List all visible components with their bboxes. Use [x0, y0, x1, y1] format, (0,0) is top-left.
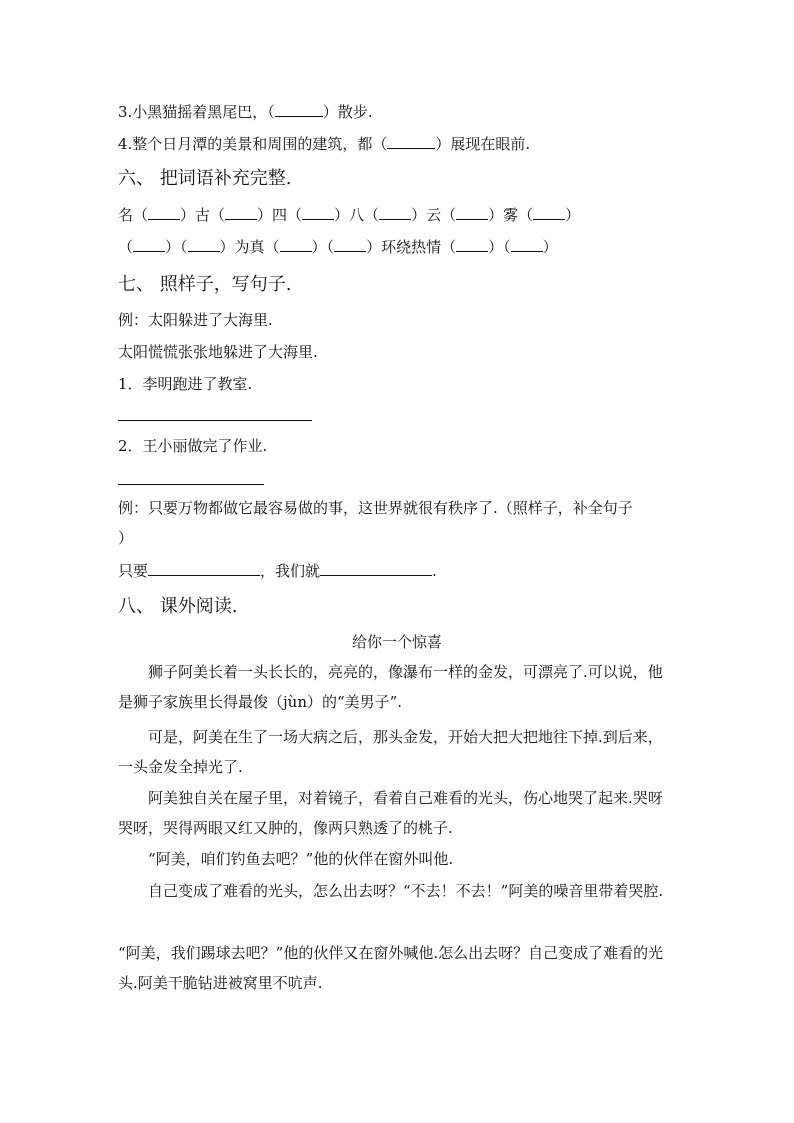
story-paragraph-4: “阿美，咱们钓鱼去吧？”他的伙伴在窗外叫他.	[148, 850, 454, 868]
example-1-line-1: 例：太阳躲进了大海里.	[118, 311, 273, 329]
word-part: （	[118, 238, 134, 256]
story-paragraph-2: 可是，阿美在生了一场大病之后，那头金发，开始大把大把地往下掉.到后来，一头金发全掉光了.	[118, 728, 663, 776]
example-1-line-2: 太阳慌慌张张地躲进了大海里.	[118, 343, 318, 361]
word-blank[interactable]	[133, 237, 165, 252]
word-part: ）（	[165, 238, 188, 256]
word-part: ）环绕热情（	[366, 238, 457, 256]
word-blank[interactable]	[533, 205, 565, 220]
item-1-answer-line[interactable]	[118, 420, 312, 421]
word-part: ）为真（	[219, 238, 280, 256]
word-part: ）	[542, 238, 558, 256]
story-title: 给你一个惊喜	[351, 633, 442, 651]
word-part: ）古（	[180, 206, 226, 224]
word-blank[interactable]	[334, 237, 366, 252]
only-if-b: ，我们就	[260, 562, 321, 580]
section-6-heading: 六、 把词语补充完整.	[118, 168, 292, 189]
word-part: ）（	[488, 238, 511, 256]
story-paragraph-1: 狮子阿美长着一头长长的，亮亮的，像瀑布一样的金发，可漂亮了.可以说，他是狮子家族里长得最俊（jùn）的“美男子”.	[118, 663, 663, 711]
story-paragraph-5: 自己变成了难看的光头，怎么出去呀？“不去！不去！”阿美的噪音里带着哭腔.	[148, 882, 664, 900]
section-8-heading: 八、 课外阅读.	[118, 596, 238, 617]
word-part: ）（	[311, 238, 335, 256]
story-paragraph-3: 阿美独自关在屋子里，对着镜子，看着自己难看的光头，伤心地哭了起来.哭呀哭呀，哭得两眼又红又肿的，像两只熟透了的桃子.	[118, 789, 663, 837]
word-blank[interactable]	[280, 237, 312, 252]
word-blank[interactable]	[456, 205, 488, 220]
q4-text-after: ）展现在眼前.	[435, 135, 531, 153]
word-part: ）	[565, 206, 581, 224]
word-blank[interactable]	[456, 237, 488, 252]
only-if-sentence	[118, 561, 437, 581]
item-2: 2．王小丽做完了作业.	[118, 437, 268, 455]
word-blank[interactable]	[379, 205, 411, 220]
word-row-2	[118, 237, 558, 257]
only-if-blank-1[interactable]	[148, 561, 260, 576]
only-if-c: .	[432, 562, 437, 580]
only-if-blank-2[interactable]	[320, 561, 432, 576]
word-blank[interactable]	[225, 205, 257, 220]
word-part: ）八（	[334, 206, 380, 224]
q4-text-before: 4.整个日月潭的美景和周围的建筑，都（	[118, 135, 388, 153]
question-4	[118, 134, 530, 154]
only-if-a: 只要	[118, 562, 149, 580]
word-part: ）四（	[257, 206, 303, 224]
word-blank[interactable]	[511, 237, 543, 252]
word-part: 名（	[118, 206, 149, 224]
item-2-answer-line[interactable]	[118, 484, 264, 485]
question-3	[118, 102, 373, 122]
word-blank[interactable]	[148, 205, 180, 220]
q3-text-before: 3.小黑猫摇着黑尾巴，（	[118, 103, 275, 121]
section-7-heading: 七、 照样子，写句子.	[118, 274, 292, 295]
word-row-1	[118, 205, 580, 225]
story-paragraph-6: “阿美，我们踢球去吧？”他的伙伴又在窗外喊他.怎么出去呀？自己变成了难看的光头.阿美干脆钻进被窝里不吭声.	[118, 944, 664, 992]
word-blank[interactable]	[188, 237, 220, 252]
word-part: ）云（	[411, 206, 457, 224]
word-blank[interactable]	[302, 205, 334, 220]
q4-blank[interactable]	[387, 134, 435, 149]
example-2-line-2: ）	[118, 529, 134, 547]
item-1: 1．李明跑进了教室.	[118, 375, 253, 393]
example-2-line-1: 例：只要万物都做它最容易做的事，这世界就很有秩序了.（照样子，补全句子	[118, 499, 633, 517]
q3-blank[interactable]	[275, 102, 323, 117]
q3-text-after: ）散步.	[322, 103, 373, 121]
word-part: ）雾（	[488, 206, 534, 224]
